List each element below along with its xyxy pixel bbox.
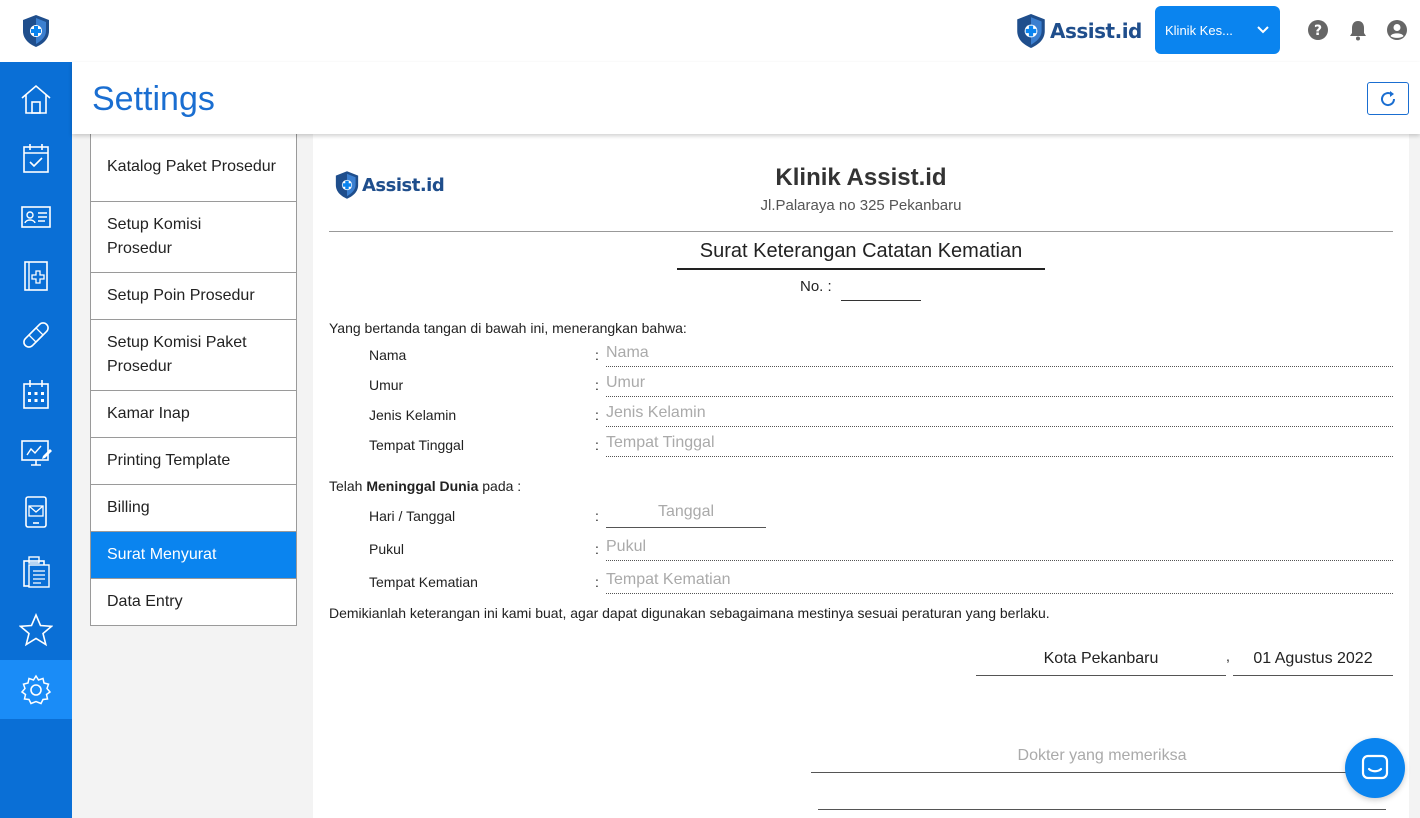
field-row-pukul: [369, 531, 1393, 561]
id-card-icon: [19, 200, 53, 234]
clinic-select[interactable]: [1155, 6, 1280, 54]
field-colon: :: [595, 574, 599, 590]
rail-home[interactable]: [0, 69, 72, 128]
date-field[interactable]: 01 Agustus 2022: [1233, 646, 1393, 676]
field-label: Hari / Tanggal: [369, 508, 456, 524]
bandage-icon: [19, 318, 53, 352]
monitor-edit-icon: [19, 436, 53, 470]
letter-logo-text: Assist.id: [362, 174, 445, 196]
rail-bandage[interactable]: [0, 305, 72, 364]
jenis-kelamin-field[interactable]: Jenis Kelamin: [606, 397, 1393, 427]
pukul-field[interactable]: Pukul: [606, 531, 1393, 561]
chevron-down-icon: [1256, 23, 1270, 37]
help-icon[interactable]: [1307, 19, 1329, 41]
city-field[interactable]: Kota Pekanbaru: [976, 646, 1226, 676]
field-label: Tempat Kematian: [369, 574, 478, 590]
menu-item-billing[interactable]: Billing: [91, 484, 296, 531]
field-row-jenis-kelamin: [369, 397, 1393, 427]
field-colon: :: [595, 347, 599, 363]
header-divider: [329, 231, 1393, 232]
field-colon: :: [595, 541, 599, 557]
letter-title: Surat Keterangan Catatan Kematian: [677, 240, 1045, 270]
notification-bell-icon[interactable]: [1347, 19, 1369, 41]
field-colon: :: [595, 508, 599, 524]
letter-number-field[interactable]: [841, 300, 921, 301]
phone-mail-icon: [19, 495, 53, 529]
field-label: Tempat Tinggal: [369, 437, 464, 453]
doctor-field[interactable]: Dokter yang memeriksa: [811, 744, 1393, 773]
letter-number-label: No. :: [800, 278, 832, 295]
signature-line: [818, 809, 1386, 810]
brand-name: Assist.id: [1050, 19, 1142, 43]
rail-calendar-grid[interactable]: [0, 364, 72, 423]
field-colon: :: [595, 407, 599, 423]
menu-item-setup-poin-prosedur[interactable]: Setup Poin Prosedur: [91, 272, 296, 319]
brand-logo: [1016, 12, 1142, 50]
chat-support-button[interactable]: [1345, 738, 1405, 798]
rail-schedule[interactable]: [0, 128, 72, 187]
clipboard-icon: [19, 554, 53, 588]
intro-text: Yang bertanda tangan di bawah ini, menerangkan bahwa:: [329, 320, 687, 336]
rail-patient-card[interactable]: [0, 187, 72, 246]
tanggal-field[interactable]: Tanggal: [606, 498, 766, 528]
rail-settings[interactable]: [0, 660, 72, 719]
svg-text:?: ?: [1313, 23, 1323, 39]
field-label: Jenis Kelamin: [369, 407, 457, 423]
field-row-nama: [369, 337, 1393, 367]
field-label: Nama: [369, 347, 407, 363]
clinic-address: Jl.Palaraya no 325 Pekanbaru: [760, 197, 962, 214]
closing-text: Demikianlah keterangan ini kami buat, agar dapat digunakan sebagaimana mestinya sesuai peraturan yang berlaku.: [329, 605, 1050, 621]
nama-field[interactable]: Nama: [606, 337, 1393, 367]
refresh-icon: [1378, 89, 1398, 109]
left-rail: [0, 62, 72, 818]
page-title: Settings: [92, 80, 215, 118]
content-area: [72, 134, 1420, 818]
star-icon: [19, 613, 53, 647]
medical-book-icon: [19, 259, 53, 293]
field-label: Pukul: [369, 541, 405, 557]
rail-monitor[interactable]: [0, 423, 72, 482]
chat-icon: [1360, 753, 1390, 783]
rail-star[interactable]: [0, 600, 72, 659]
user-account-icon[interactable]: [1386, 19, 1408, 41]
tempat-kematian-field[interactable]: Tempat Kematian: [606, 564, 1393, 594]
calendar-check-icon: [19, 141, 53, 175]
menu-item-katalog-paket-prosedur[interactable]: Katalog Paket Prosedur: [107, 158, 276, 175]
field-row-hari-tanggal: [369, 498, 1393, 528]
field-row-tempat-kematian: [369, 564, 1393, 594]
field-row-tempat-tinggal: [369, 427, 1393, 457]
field-colon: :: [595, 377, 599, 393]
rail-clipboard[interactable]: [0, 541, 72, 600]
menu-item-setup-komisi-paket-prosedur[interactable]: Setup Komisi Paket Prosedur: [91, 319, 296, 390]
gear-icon: [19, 673, 53, 707]
city-date-separator: ,: [1226, 648, 1230, 664]
clinic-name: Klinik Assist.id: [775, 164, 947, 191]
clinic-select-value: Klinik Kes...: [1165, 22, 1233, 38]
top-bar: [0, 0, 1420, 62]
letter-preview: [313, 134, 1409, 818]
assist-shield-icon: [1016, 13, 1046, 49]
refresh-button[interactable]: [1367, 82, 1409, 115]
umur-field[interactable]: Umur: [606, 367, 1393, 397]
field-colon: :: [595, 437, 599, 453]
menu-item-surat-menyurat[interactable]: Surat Menyurat: [91, 531, 296, 578]
menu-item-printing-template[interactable]: Printing Template: [91, 437, 296, 484]
assist-shield-logo-icon[interactable]: [22, 14, 50, 48]
rail-phone-mail[interactable]: [0, 482, 72, 541]
field-label: Umur: [369, 377, 404, 393]
died-statement: Telah Meninggal Dunia pada :: [329, 478, 522, 494]
field-row-umur: [369, 367, 1393, 397]
menu-item-kamar-inap[interactable]: Kamar Inap: [91, 390, 296, 437]
calendar-grid-icon: [19, 377, 53, 411]
page-header: [72, 62, 1420, 134]
settings-menu: [90, 124, 297, 626]
home-icon: [19, 82, 53, 116]
menu-item-data-entry[interactable]: Data Entry: [91, 578, 296, 625]
tempat-tinggal-field[interactable]: Tempat Tinggal: [606, 427, 1393, 457]
menu-item-setup-komisi-prosedur[interactable]: Setup Komisi Prosedur: [91, 201, 296, 272]
rail-medical-record[interactable]: [0, 246, 72, 305]
